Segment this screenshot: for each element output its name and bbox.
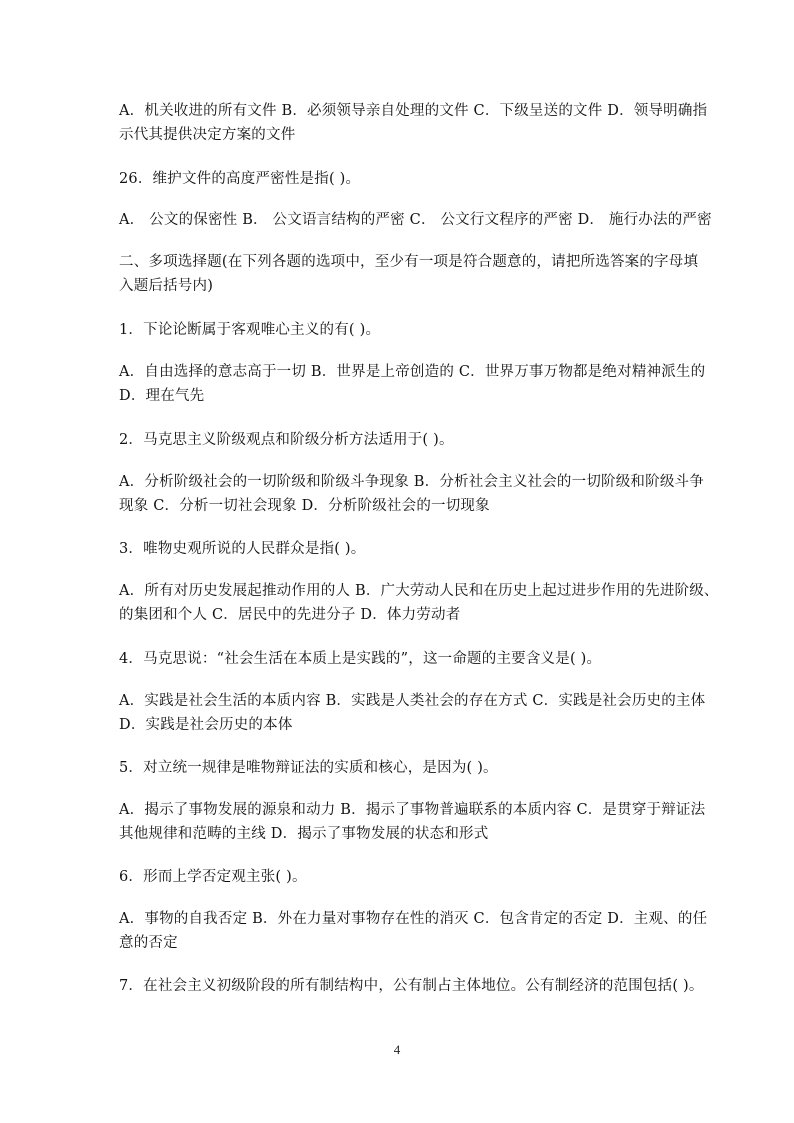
text-line: 意的否定	[119, 935, 178, 951]
section-heading-multiple-choice	[119, 250, 699, 298]
text-line: 6．形而上学否定观主张( )。	[119, 869, 307, 885]
text-line: A．机关收进的所有文件 B．必须领导亲自处理的文件 C．下级呈送的文件 D．领导明确指	[119, 103, 708, 119]
text-line: D．实践是社会历史的本体	[119, 717, 293, 733]
question-6	[119, 865, 679, 889]
option-line-3	[119, 579, 719, 627]
option-line-5	[119, 798, 706, 846]
text-line: 二、多项选择题(在下列各题的选项中，至少有一项是符合题意的，请把所选答案的字母填	[119, 254, 699, 270]
text-line: 示代其提供决定方案的文件	[119, 127, 296, 143]
text-line: A． 公文的保密性 B． 公文语言结构的严密 C． 公文行文程序的严密 D． 施行办法的严密	[119, 212, 712, 228]
question-5	[119, 756, 679, 780]
text-line: 1．下论论断属于客观唯心主义的有( )。	[119, 322, 381, 338]
text-line: A．揭示了事物发展的源泉和动力 B．揭示了事物普遍联系的本质内容 C．是贯穿于辩证法	[119, 802, 706, 818]
text-line: 26．维护文件的高度严密性是指( )。	[119, 171, 361, 187]
text-line: 入题后括号内)	[119, 278, 214, 294]
option-line-26	[119, 208, 712, 232]
text-line: A．实践是社会生活的本质内容 B．实践是人类社会的存在方式 C．实践是社会历史的主体	[119, 693, 706, 709]
option-line-25	[119, 99, 708, 147]
text-line: A．自由选择的意志高于一切 B．世界是上帝创造的 C．世界万事万物都是绝对精神派生的	[119, 364, 706, 380]
option-line-4	[119, 689, 706, 737]
option-line-1	[119, 360, 706, 408]
question-1	[119, 318, 679, 342]
text-line: 7．在社会主义初级阶段的所有制结构中，公有制占主体地位。公有制经济的范围包括( )。	[119, 978, 704, 994]
text-line: A．所有对历史发展起推动作用的人 B．广大劳动人民和在历史上起过进步作用的先进阶级、	[119, 583, 719, 599]
text-line: 现象 C．分析一切社会现象 D．分析阶级社会的一切现象	[119, 498, 490, 514]
question-26	[119, 167, 679, 191]
text-line: 4．马克思说：“社会生活在本质上是实践的”，这一命题的主要含义是( )。	[119, 651, 602, 667]
text-line: 的集团和个人 C．居民中的先进分子 D．体力劳动者	[119, 607, 461, 623]
text-line: A．分析阶级社会的一切阶级和阶级斗争现象 B．分析社会主义社会的一切阶级和阶级斗争	[119, 474, 704, 490]
text-line: 其他规律和范畴的主线 D．揭示了事物发展的状态和形式	[119, 826, 489, 842]
question-2	[119, 428, 679, 452]
text-line: 5．对立统一规律是唯物辩证法的实质和核心，是因为( )。	[119, 760, 498, 776]
question-4	[119, 647, 679, 671]
question-3	[119, 537, 679, 561]
text-line: A．事物的自我否定 B．外在力量对事物存在性的消灭 C．包含肯定的否定 D．主观、的任	[119, 911, 708, 927]
text-line: 2．马克思主义阶级观点和阶级分析方法适用于( )。	[119, 432, 454, 448]
page-number: 4	[393, 1042, 401, 1057]
question-7	[119, 974, 704, 998]
text-line: 3．唯物史观所说的人民群众是指( )。	[119, 541, 366, 557]
text-line: D．理在气先	[119, 388, 205, 404]
option-line-2	[119, 470, 704, 518]
option-line-6	[119, 907, 708, 955]
